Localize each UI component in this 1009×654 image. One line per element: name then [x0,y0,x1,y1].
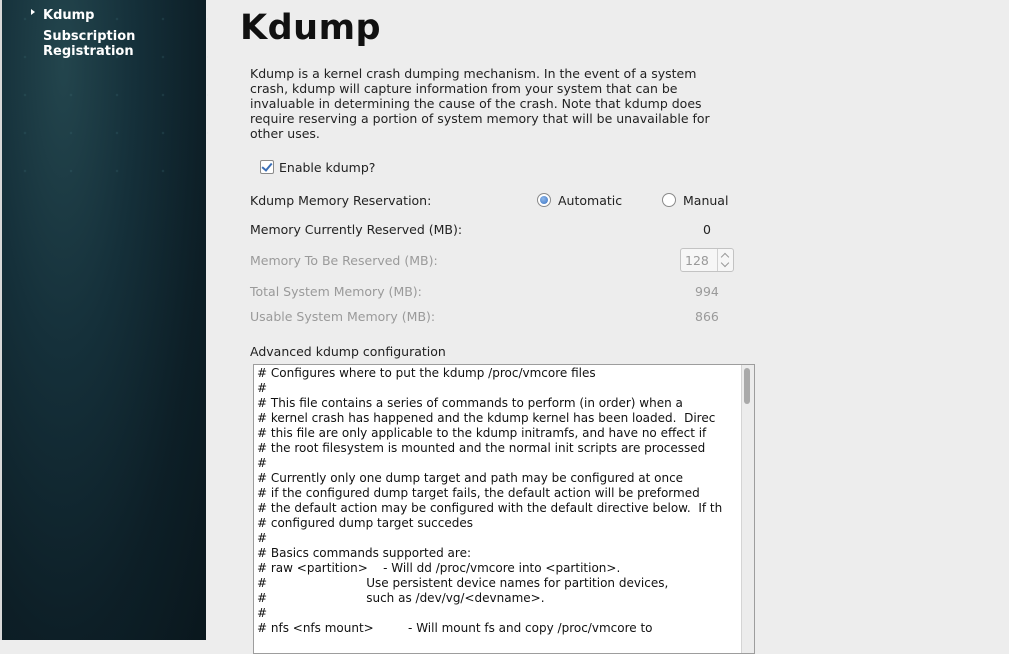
memory-to-be-reserved-value[interactable]: 128 [685,253,709,268]
advanced-config-label: Advanced kdump configuration [250,344,446,359]
spinner-divider [717,249,718,271]
total-system-memory-value: 994 [695,284,719,299]
sidebar [0,0,206,640]
usable-system-memory-value: 866 [695,309,719,324]
memory-currently-reserved-value: 0 [703,222,711,237]
total-system-memory-label: Total System Memory (MB): [250,284,422,299]
editor-scrollbar-thumb[interactable] [744,368,750,404]
memory-reservation-label: Kdump Memory Reservation: [250,193,432,208]
enable-kdump-label[interactable]: Enable kdump? [279,160,376,175]
sidebar-item-label-line2: Registration [43,44,134,59]
automatic-radio-label[interactable]: Automatic [558,193,623,208]
sidebar-item-label-line1: Subscription [43,29,136,44]
advanced-config-text[interactable]: # Configures where to put the kdump /proc/vmcore files # # This file contains a series of commands to perform (in order) when a # kernel crash has happened and the kdump kernel has been loaded. Direc # this file are only applicable to the kdump initramfs, and have no effect if # the root filesystem is mounted and the normal init scripts are processed # # Currently only one dump target and path may be configured at once # if the configured dump target fails, the default action will be preformed # the default action may be configured with the default directive below. If th # configured dump target succedes # # Basics commands supported are: # raw <partition> - Will dd /proc/vmcore into <partition>. # Use persistent device names for partition devices, # such as /dev/vg/<devname>. # # nfs <nfs mount> - Will mount fs and copy /proc/vmcore to [257,366,723,635]
memory-to-be-reserved-label: Memory To Be Reserved (MB): [250,253,438,268]
main-panel [206,0,1009,640]
memory-to-be-reserved-spinner[interactable] [680,248,734,272]
editor-scrollbar[interactable] [741,365,754,654]
page-description: Kdump is a kernel crash dumping mechanism. In the event of a system crash, kdump will capture information from your system that can be invaluable in determining the cause of the crash. Note that kdump does require reserving a portion of system memory that will be unavailable for other uses. [250,66,710,141]
spinner-down-icon[interactable] [721,259,729,267]
manual-radio-label[interactable]: Manual [683,193,729,208]
enable-kdump-checkbox[interactable] [260,160,274,174]
usable-system-memory-label: Usable System Memory (MB): [250,309,436,324]
page-title: Kdump [240,8,382,48]
sidebar-item-subscription-registration[interactable] [43,29,135,59]
current-item-arrow-icon [31,9,35,15]
manual-radio[interactable] [662,193,676,207]
sidebar-item-label: Kdump [43,8,95,23]
sidebar-item-kdump[interactable] [43,8,95,23]
automatic-radio[interactable] [537,193,551,207]
memory-currently-reserved-label: Memory Currently Reserved (MB): [250,222,463,237]
advanced-config-editor[interactable] [253,364,755,654]
